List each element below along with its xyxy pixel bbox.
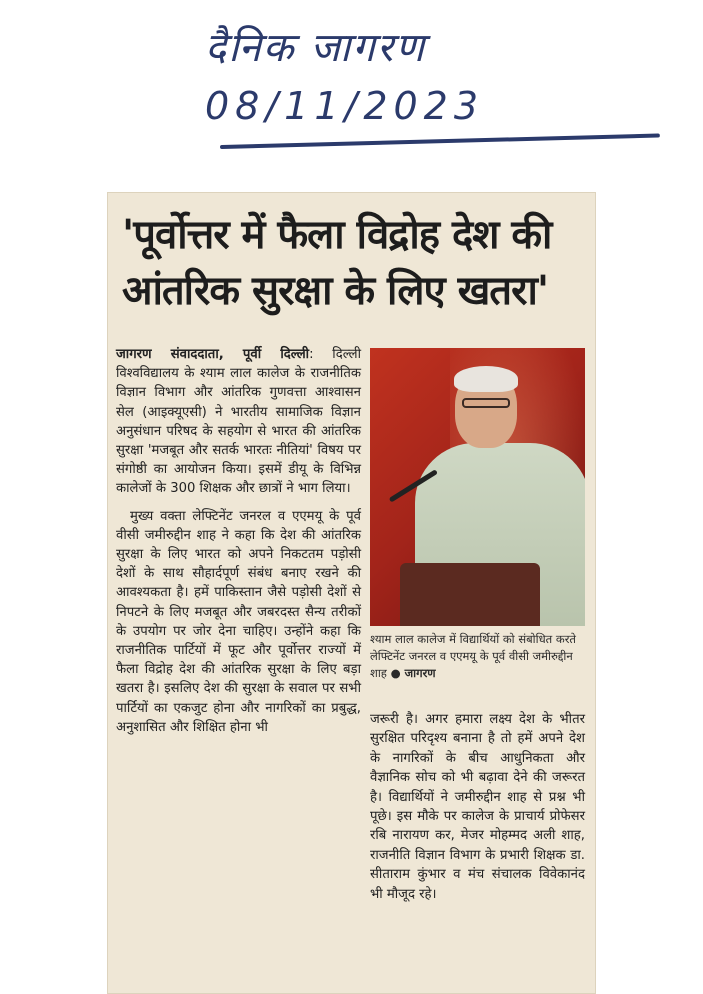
photo-caption-text: श्याम लाल कालेज में विद्यार्थियों को संबोधित करते लेफ्टिनेंट जनरल व एएमयू के पूर्व वीसी जमीरुद्दीन शाह bbox=[370, 632, 576, 680]
handwritten-underline bbox=[220, 133, 660, 149]
speaker-figure-hair bbox=[454, 366, 518, 392]
article-paragraph-2: मुख्य वक्ता लेफ्टिनेंट जनरल व एएमयू के पूर्व वीसी जमीरुद्दीन शाह ने कहा कि देश की आंतरिक सुरक्षा के लिए भारत को अपने निकटतम पड़ोसी देशों के साथ सौहार्दपूर्ण संबंध बनाए रखने की आवश्यकता है। हमें पाकिस्तान जैसे पड़ोसी देशों से निपटने के लिए मजबूत और जबरदस्त सैन्य तरीकों के उपयोग पर जोर देना चाहिए। उन्होंने कहा कि राजनीतिक पार्टियों में फूट और पूर्वोत्तर राज्यों में फैला विद्रोह देश की आंतरिक सुरक्षा के लिए बड़ा खतरा है। इसलिए देश की सुरक्षा के सवाल पर सभी पार्टियों का एकजुट होना और नागरिकों का प्रबुद्ध, अनुशासित और शिक्षित होना भी bbox=[116, 508, 361, 735]
article-left-column bbox=[116, 345, 361, 745]
handwritten-annotation bbox=[0, 0, 703, 190]
newspaper-clipping bbox=[108, 193, 595, 993]
handwritten-paper-name: दैनिक जागरण bbox=[205, 25, 427, 71]
photo-credit: ● जागरण bbox=[390, 666, 436, 680]
lectern bbox=[400, 563, 540, 626]
article-photo bbox=[370, 348, 585, 626]
article-paragraph-3: जरूरी है। अगर हमारा लक्ष्य देश के भीतर सुरक्षित परिदृश्य बनाना है तो हमें अपने देश के नागरिकों के बीच आधुनिकता और वैज्ञानिक सोच को भी बढ़ावा देने की जरूरत है। विद्यार्थियों ने जमीरुद्दीन शाह से प्रश्न भी पूछे। इस मौके पर कालेज के प्राचार्य प्रोफेसर रबि नारायण कर, मेजर मोहम्मद अली शाह, राजनीति विज्ञान विभाग के प्रभारी शिक्षक डा. सीताराम कुंभार व मंच संचालक विवेकानंद भी मौजूद रहे। bbox=[370, 712, 585, 902]
speaker-figure-glasses bbox=[462, 398, 510, 408]
article-headline: 'पूर्वोत्तर में फैला विद्रोह देश की आंतरिक सुरक्षा के लिए खतरा' bbox=[122, 212, 552, 314]
article-right-column bbox=[370, 710, 585, 904]
handwritten-date: 08/11/2023 bbox=[205, 84, 485, 128]
article-dateline: जागरण संवाददाता, पूर्वी दिल्ली bbox=[116, 347, 310, 362]
article-paragraph-intro bbox=[116, 345, 361, 499]
article-paragraph-1: : दिल्ली विश्वविद्यालय के श्याम लाल कालेज के राजनीतिक विज्ञान विभाग और आंतरिक गुणवत्ता आश्वासन सेल (आइक्यूएसी) ने भारतीय सामाजिक विज्ञान अनुसंधान परिषद के सहयोग से भारत की आंतरिक सुरक्षा 'मजबूत और सतर्क भारतः नीतियां' विषय पर संगोष्ठी का आयोजन किया। इसमें डीयू के विभिन्न कालेजों के 300 शिक्षक और छात्रों ने भाग लिया। bbox=[116, 347, 362, 497]
photo-caption bbox=[370, 631, 585, 682]
